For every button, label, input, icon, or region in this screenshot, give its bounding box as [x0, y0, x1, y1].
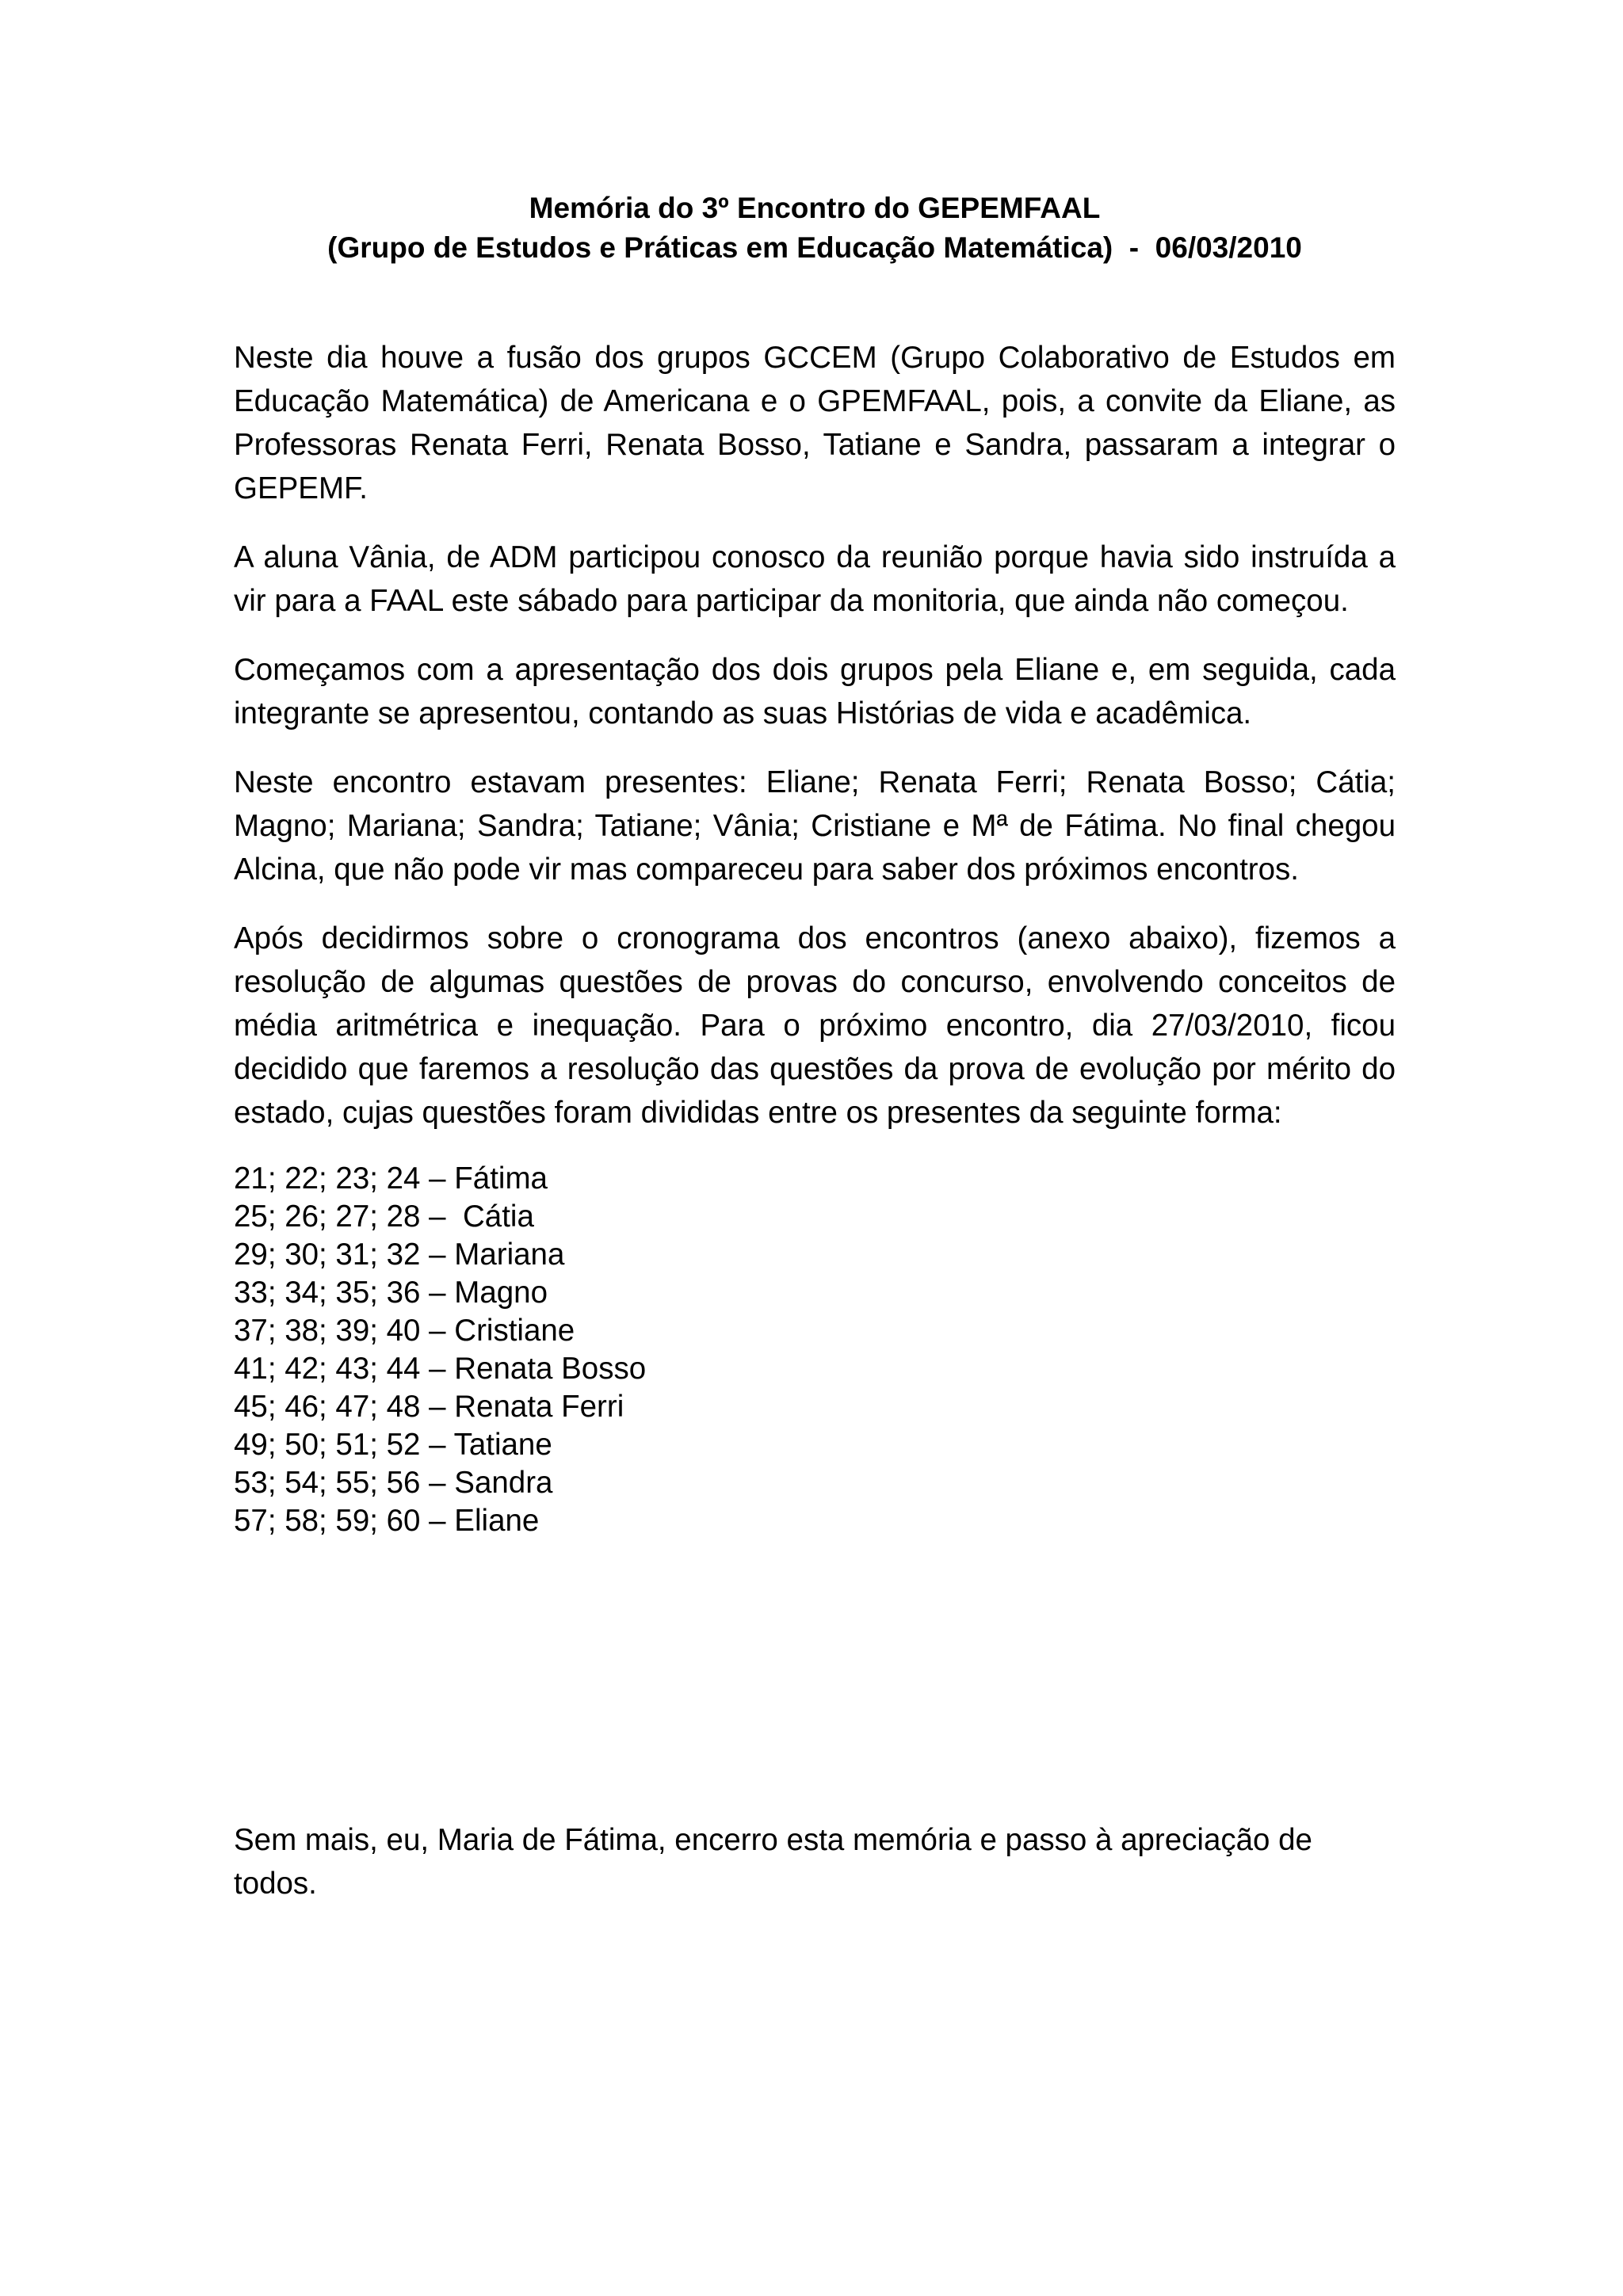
list-item: 57; 58; 59; 60 – Eliane [234, 1504, 540, 1538]
closing-paragraph: Sem mais, eu, Maria de Fátima, encerro esta memória e passo à apreciação de todos. [234, 1822, 1312, 1901]
list-item: 21; 22; 23; 24 – Fátima [234, 1161, 548, 1196]
title-line-2: (Grupo de Estudos e Práticas em Educação Matemática) - 06/03/2010 [327, 231, 1302, 264]
paragraph-attendees: Neste encontro estavam presentes: Eliane; Renata Ferri; Renata Bosso; Cátia; Magno; Mariana; Sandra; Tatiane; Vânia; Cristiane e Mª de Fátima. No final chegou Alcina, que não pode vir mas compareceu para saber dos próximos encontros. [234, 765, 1396, 887]
paragraph-presentation: Começamos com a apresentação dos dois grupos pela Eliane e, em seguida, cada integrante se apresentou, contando as suas Histórias de vida e acadêmica. [234, 653, 1396, 730]
paragraph-fusion: Neste dia houve a fusão dos grupos GCCEM (Grupo Colaborativo de Estudos em Educação Matemática) de Americana e o GPEMFAAL, pois, a convite da Eliane, as Professoras Renata Ferri, Renata Bosso, Tatiane e Sandra, passaram a integrar o GEPEMF. [234, 341, 1396, 505]
document-body [234, 336, 1396, 1540]
list-item: 25; 26; 27; 28 – Cátia [234, 1199, 534, 1234]
list-item: 37; 38; 39; 40 – Cristiane [234, 1314, 575, 1348]
list-item: 45; 46; 47; 48 – Renata Ferri [234, 1390, 624, 1424]
list-item: 53; 54; 55; 56 – Sandra [234, 1466, 553, 1500]
title-line-1: Memória do 3º Encontro do GEPEMFAAL [529, 192, 1101, 224]
list-item: 41; 42; 43; 44 – Renata Bosso [234, 1352, 647, 1386]
question-assignment-list [234, 1160, 1396, 1540]
list-item: 33; 34; 35; 36 – Magno [234, 1276, 548, 1310]
paragraph-student: A aluna Vânia, de ADM participou conosco da reunião porque havia sido instruída a vir para a FAAL este sábado para participar da monitoria, que ainda não começou. [234, 540, 1396, 618]
document-title [234, 189, 1396, 268]
list-item: 49; 50; 51; 52 – Tatiane [234, 1428, 552, 1462]
paragraph-schedule: Após decidirmos sobre o cronograma dos encontros (anexo abaixo), fizemos a resolução de algumas questões de provas do concurso, envolvendo conceitos de média aritmétrica e inequação. Para o próximo encontro, dia 27/03/2010, ficou decidido que faremos a resolução das questões da prova de evolução por mérito do estado, cujas questões foram divididas entre os presentes da seguinte forma: [234, 921, 1396, 1130]
list-item: 29; 30; 31; 32 – Mariana [234, 1238, 565, 1272]
